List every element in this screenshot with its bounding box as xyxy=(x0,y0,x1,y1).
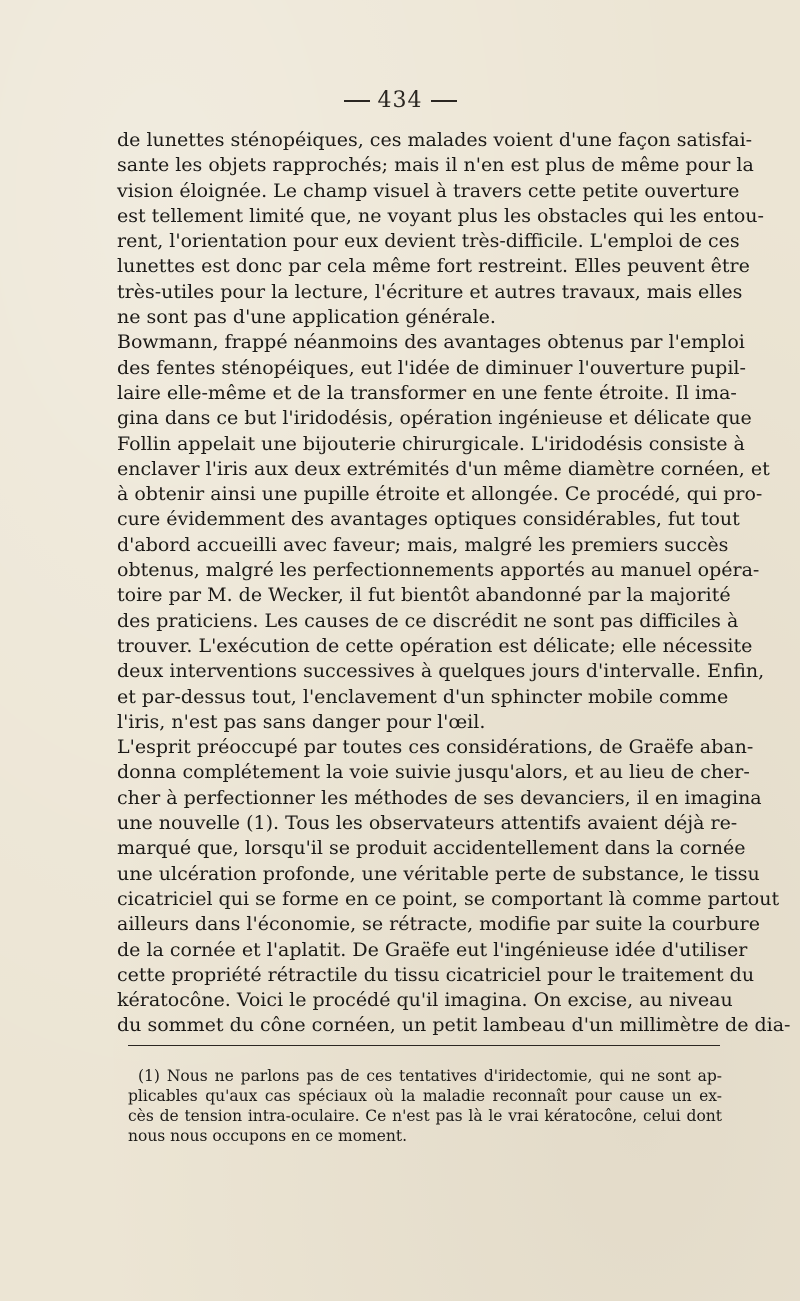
body-line: marqué que, lorsqu'il se produit accidentellement dans la cornée xyxy=(117,837,746,860)
page-number: 434 xyxy=(377,88,423,113)
body-line: et par-dessus tout, l'enclavement d'un sphincter mobile comme xyxy=(117,685,729,708)
body-line: trouver. L'exécution de cette opération est délicate; elle nécessite xyxy=(117,634,753,657)
body-text xyxy=(117,128,791,1039)
body-line: lunettes est donc par cela même fort restreint. Elles peuvent être xyxy=(117,255,750,278)
body-line: gina dans ce but l'iridodésis, opération ingénieuse et délicate que xyxy=(117,407,752,430)
body-line: obtenus, malgré les perfectionnements apportés au manuel opéra- xyxy=(117,559,760,582)
body-line: Follin appelait une bijouterie chirurgicale. L'iridodésis consiste à xyxy=(117,432,745,455)
body-line: du sommet du cône cornéen, un petit lambeau d'un millimètre de dia- xyxy=(117,1014,791,1037)
body-line: à obtenir ainsi une pupille étroite et allongée. Ce procédé, qui pro- xyxy=(117,483,763,506)
body-line: Bowmann, frappé néanmoins des avantages obtenus par l'emploi xyxy=(117,331,745,354)
body-line: enclaver l'iris aux deux extrémités d'un même diamètre cornéen, et xyxy=(117,457,770,480)
body-line: des praticiens. Les causes de ce discrédit ne sont pas difficiles à xyxy=(117,609,739,632)
body-line: d'abord accueilli avec faveur; mais, malgré les premiers succès xyxy=(117,533,729,556)
left-dash xyxy=(344,100,370,102)
page-number-header xyxy=(0,88,800,113)
footnote-line: (1) Nous ne parlons pas de ces tentatives d'iridectomie, qui ne sont ap- xyxy=(138,1067,722,1085)
footnote-line: nous nous occupons en ce moment. xyxy=(128,1127,408,1145)
body-line: cher à perfectionner les méthodes de ses devanciers, il en imagina xyxy=(117,786,762,809)
body-line: donna complétement la voie suivie jusqu'alors, et au lieu de cher- xyxy=(117,761,750,784)
body-line: de la cornée et l'aplatit. De Graëfe eut l'ingénieuse idée d'utiliser xyxy=(117,938,748,961)
body-line: sante les objets rapprochés; mais il n'en est plus de même pour la xyxy=(117,154,754,177)
body-line: toire par M. de Wecker, il fut bientôt abandonné par la majorité xyxy=(117,584,731,607)
footnote-line: cès de tension intra-oculaire. Ce n'est pas là le vrai kératocône, celui dont xyxy=(128,1107,722,1125)
body-line: une nouvelle (1). Tous les observateurs attentifs avaient déjà re- xyxy=(117,812,738,835)
right-dash xyxy=(431,100,457,102)
footnote-divider xyxy=(128,1045,720,1046)
body-line: deux interventions successives à quelques jours d'intervalle. Enfin, xyxy=(117,660,765,683)
body-line: kératocône. Voici le procédé qu'il imagina. On excise, au niveau xyxy=(117,989,733,1012)
body-line: est tellement limité que, ne voyant plus les obstacles qui les entou- xyxy=(117,204,764,227)
body-line: vision éloignée. Le champ visuel à travers cette petite ouverture xyxy=(117,179,740,202)
body-line: ne sont pas d'une application générale. xyxy=(117,306,496,329)
body-line: ailleurs dans l'économie, se rétracte, modifie par suite la courbure xyxy=(117,913,760,936)
body-line: de lunettes sténopéiques, ces malades voient d'une façon satisfai- xyxy=(117,129,753,151)
body-line: laire elle-même et de la transformer en une fente étroite. Il ima- xyxy=(117,381,737,404)
body-line: rent, l'orientation pour eux devient très-difficile. L'emploi de ces xyxy=(117,230,740,253)
body-line: L'esprit préoccupé par toutes ces considérations, de Graëfe aban- xyxy=(117,736,754,759)
footnote xyxy=(128,1066,722,1146)
body-line: une ulcération profonde, une véritable perte de substance, le tissu xyxy=(117,862,760,885)
body-line: cicatriciel qui se forme en ce point, se comportant là comme partout xyxy=(117,887,780,910)
body-line: cette propriété rétractile du tissu cicatriciel pour le traitement du xyxy=(117,963,755,986)
body-line: l'iris, n'est pas sans danger pour l'œil. xyxy=(117,710,486,733)
body-line: des fentes sténopéiques, eut l'idée de diminuer l'ouverture pupil- xyxy=(117,356,746,379)
body-line: cure évidemment des avantages optiques considérables, fut tout xyxy=(117,508,740,531)
body-line: très-utiles pour la lecture, l'écriture et autres travaux, mais elles xyxy=(117,280,743,303)
footnote-line: plicables qu'aux cas spéciaux où la maladie reconnaît pour cause un ex- xyxy=(128,1087,722,1105)
